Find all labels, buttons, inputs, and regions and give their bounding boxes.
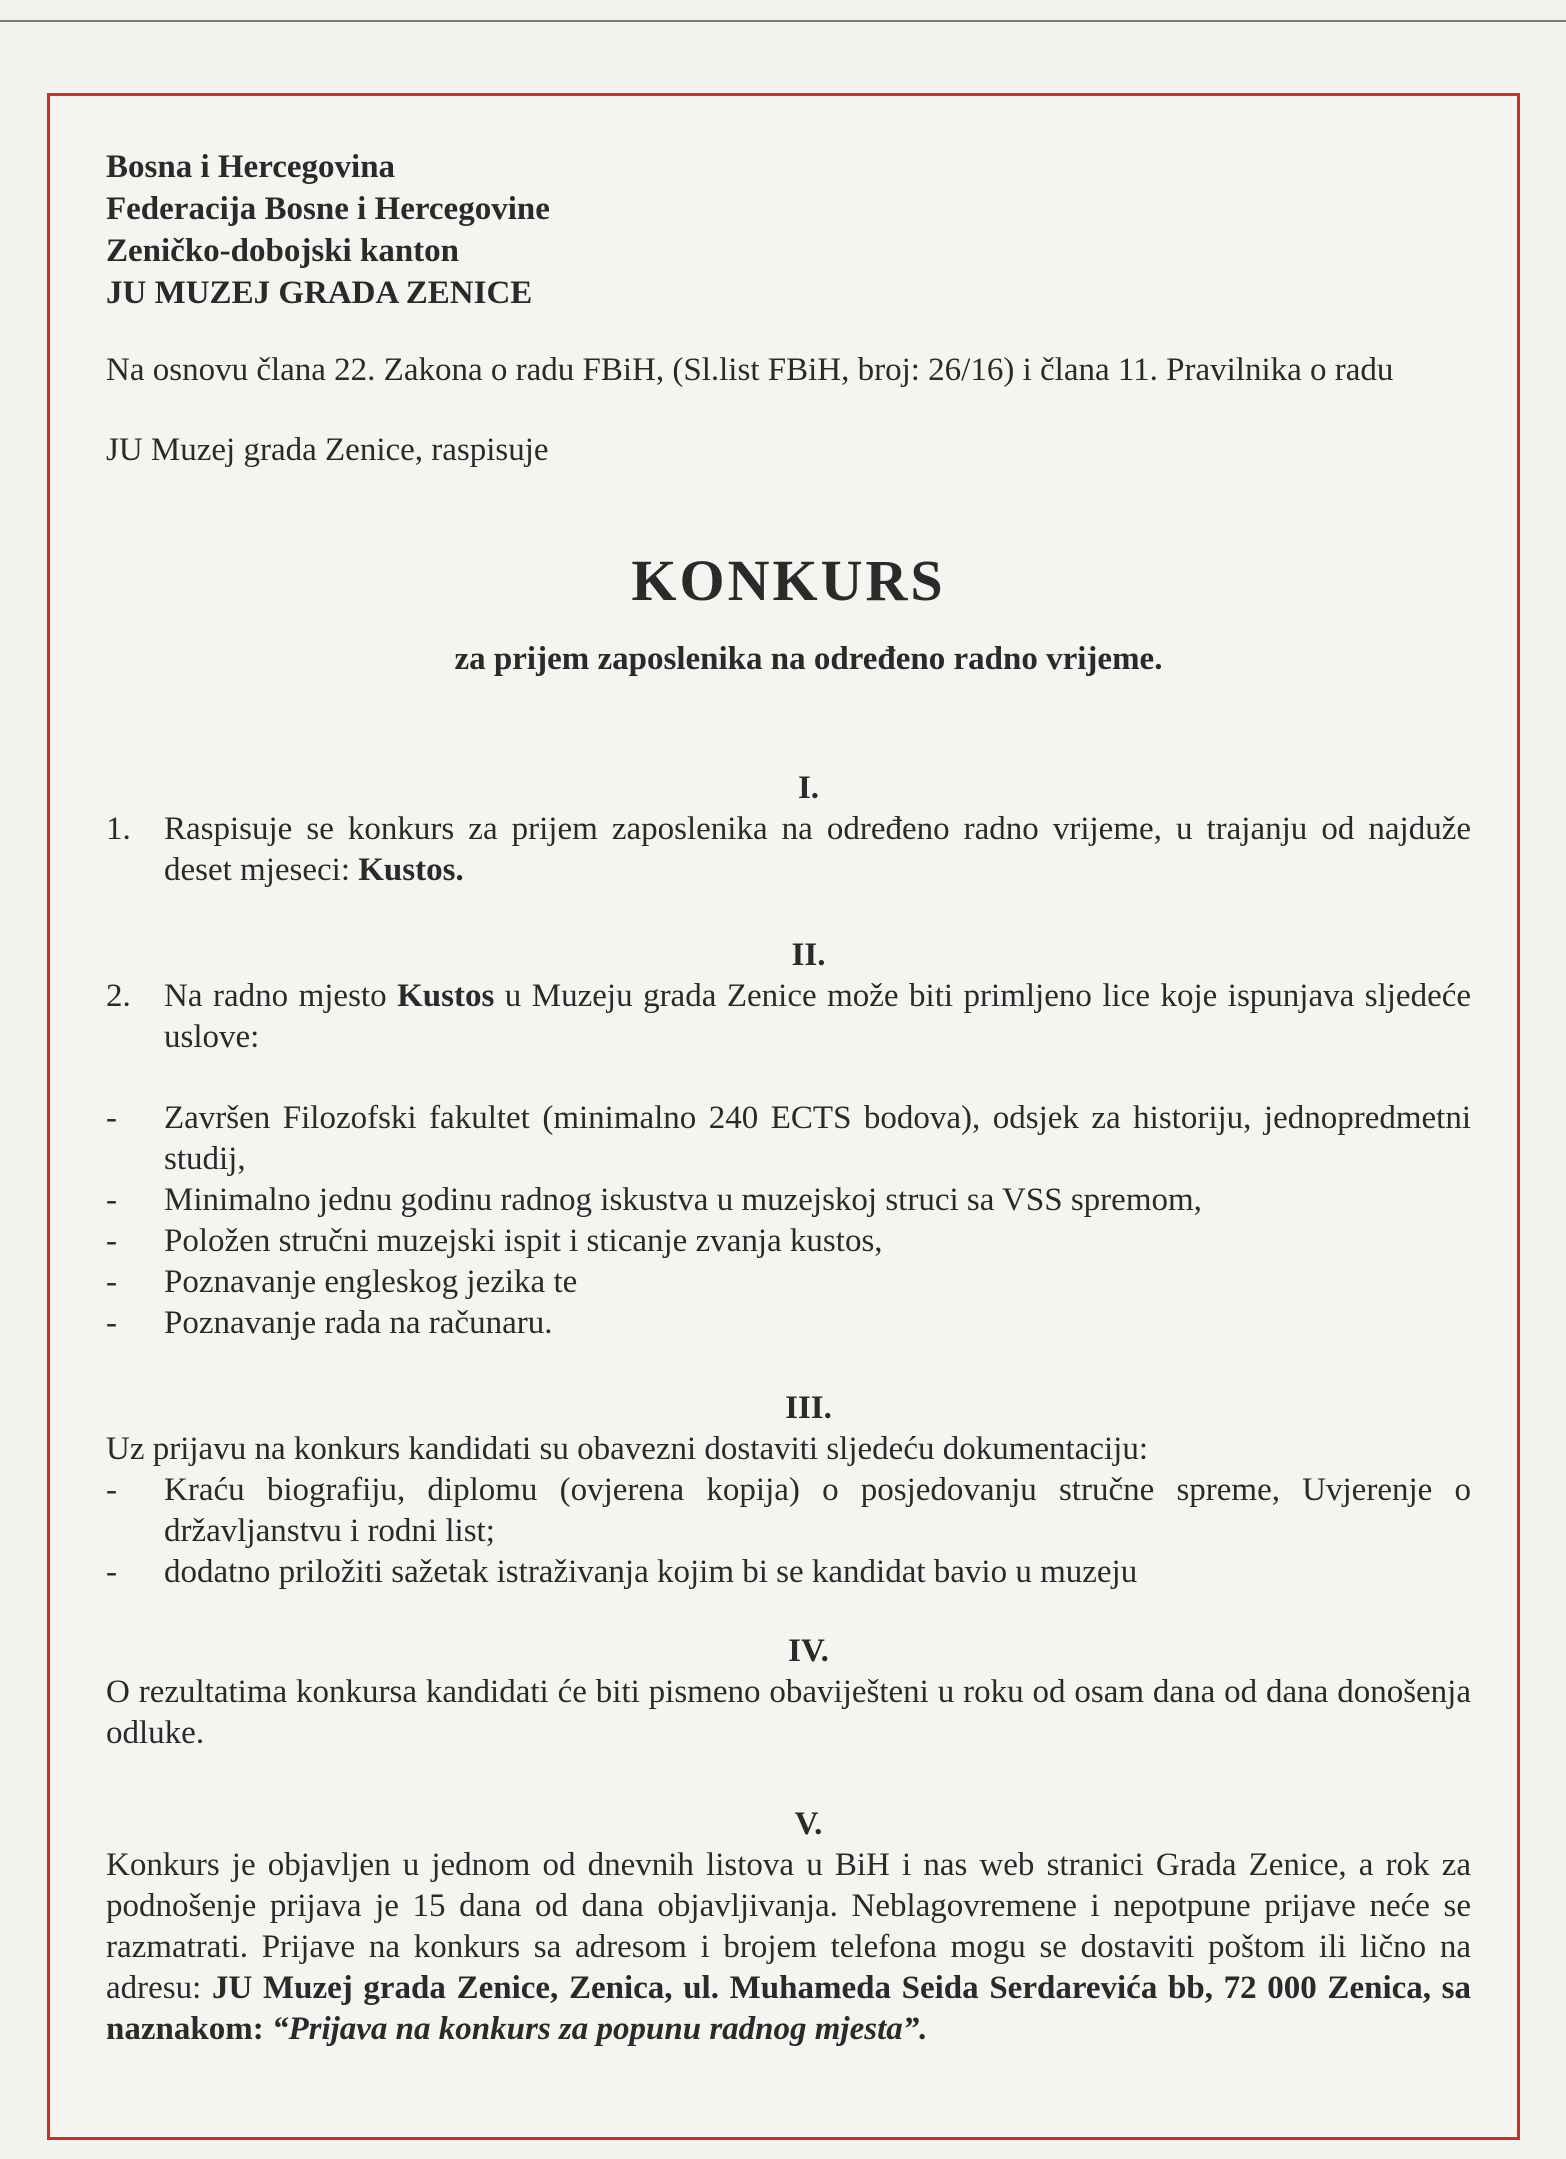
top-rule xyxy=(0,20,1566,22)
section-1-item xyxy=(106,809,1471,891)
requirement-text: Minimalno jednu godinu radnog iskustva u muzejskoj struci sa VSS spremom, xyxy=(164,1182,1202,1218)
issuer-header xyxy=(106,146,1471,314)
requirement-text: Položen stručni muzejski ispit i sticanje zvanja kustos, xyxy=(164,1223,883,1259)
section-2-position: Kustos xyxy=(397,978,495,1014)
list-dash: - xyxy=(106,1182,117,1218)
header-country: Bosna i Hercegovina xyxy=(106,149,396,185)
section-1-heading: I. xyxy=(797,770,820,806)
requirement-item xyxy=(106,1180,1471,1221)
requirement-text: Poznavanje rada na računaru. xyxy=(164,1305,553,1341)
section-2-text-before: Na radno mjesto xyxy=(164,978,398,1014)
section-5-label-note: “Prijava na konkurs za popunu radnog mjesta”. xyxy=(271,2011,928,2047)
requirement-item xyxy=(106,1262,1471,1303)
document-frame xyxy=(47,93,1520,2140)
header-federation: Federacija Bosne i Hercegovine xyxy=(106,191,550,227)
document-content xyxy=(106,146,1471,2050)
section-1-text-plain: Raspisuje se konkurs za prijem zaposlenika na određeno radno vrijeme, u trajanju od najduže deset mjeseci: xyxy=(164,811,1471,888)
section-3-heading: III. xyxy=(785,1390,832,1426)
requirement-item xyxy=(106,1221,1471,1262)
section-5-address: JU Muzej grada Zenice, Zenica, ul. Muhameda Seida Serdarevića bb, 72 000 Zenica, sa naznakom: xyxy=(106,1970,1472,2047)
section-2-item xyxy=(106,976,1471,1058)
document-text: dodatno priložiti sažetak istraživanja kojim bi se kandidat bavio u muzeju xyxy=(164,1554,1138,1590)
header-canton: Zeničko-dobojski kanton xyxy=(106,233,460,269)
section-1-position: Kustos. xyxy=(358,852,464,888)
requirement-text: Poznavanje engleskog jezika te xyxy=(164,1264,578,1300)
section-4-text: O rezultatima konkursa kandidati će biti pismeno obaviješteni u roku od osam dana od dana donošenja odluke. xyxy=(106,1674,1471,1751)
section-1-text xyxy=(164,809,1471,891)
section-2-text xyxy=(164,976,1471,1058)
section-1-number: 1. xyxy=(106,811,131,847)
documents-list xyxy=(106,1470,1471,1593)
intro-announcer: JU Muzej grada Zenice, raspisuje xyxy=(106,432,549,468)
requirements-list xyxy=(106,1098,1471,1344)
requirement-item xyxy=(106,1098,1471,1180)
document-item xyxy=(106,1470,1471,1552)
document-text: Kraću biografiju, diplomu (ovjerena kopija) o posjedovanju stručne spreme, Uvjerenje o državljanstvu i rodni list; xyxy=(164,1472,1471,1549)
intro-legal-basis: Na osnovu člana 22. Zakona o radu FBiH, (Sl.list FBiH, broj: 26/16) i člana 11. Pravilnika o radu xyxy=(106,352,1394,388)
list-dash: - xyxy=(106,1305,117,1341)
list-dash: - xyxy=(106,1554,117,1590)
section-4-heading: IV. xyxy=(788,1633,829,1669)
requirement-text: Završen Filozofski fakultet (minimalno 240 ECTS bodova), odsjek za historiju, jednopredmetni studij, xyxy=(164,1100,1471,1177)
document-item xyxy=(106,1552,1471,1593)
header-institution: JU MUZEJ GRADA ZENICE xyxy=(106,275,533,311)
section-2-text-after: u Muzeju grada Zenice može biti primljeno lice koje ispunjava sljedeće uslove: xyxy=(164,978,1472,1055)
section-2-number: 2. xyxy=(106,978,131,1014)
list-dash: - xyxy=(106,1100,117,1136)
section-3-intro: Uz prijavu na konkurs kandidati su obavezni dostaviti sljedeću dokumentaciju: xyxy=(106,1431,1148,1467)
list-dash: - xyxy=(106,1264,117,1300)
document-title: KONKURS xyxy=(631,548,946,613)
section-5-heading: V. xyxy=(794,1806,823,1842)
section-5-text-plain: Konkurs je objavljen u jednom od dnevnih listova u BiH i nas web stranici Grada Zenice, a rok za podnošenje prijava je 15 dana od dana objavljivanja. Neblagovremene i nepotpune prijave neće se razmatrati. Prijave na konkurs sa adresom i brojem telefona mogu se dostaviti poštom ili lično na adresu: xyxy=(106,1847,1471,2006)
document-subtitle: za prijem zaposlenika na određeno radno vrijeme. xyxy=(454,641,1163,677)
section-5-text xyxy=(106,1845,1471,2050)
list-dash: - xyxy=(106,1223,117,1259)
requirement-item xyxy=(106,1303,1471,1344)
section-2-heading: II. xyxy=(791,937,826,973)
list-dash: - xyxy=(106,1472,117,1508)
